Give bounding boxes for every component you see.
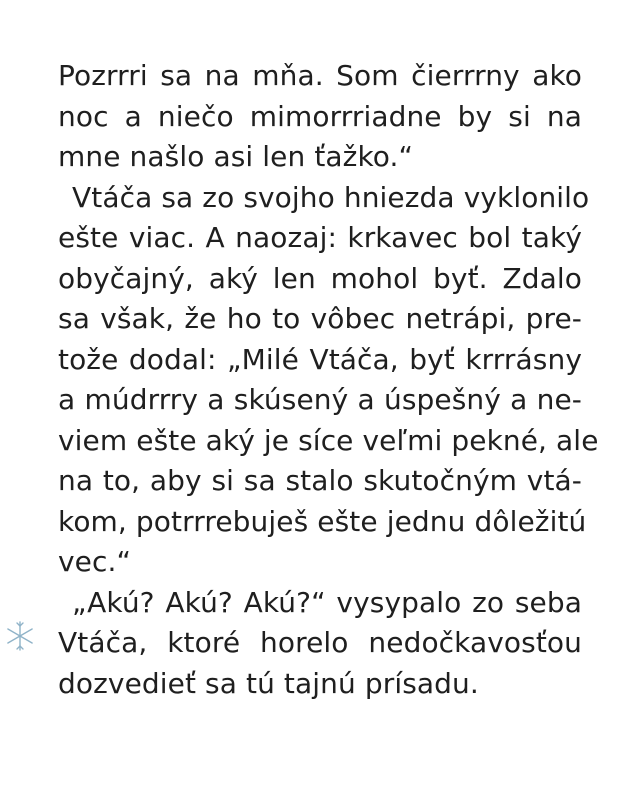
text-line: sa však, že ho to vôbec netrápi, pre- [58,302,582,335]
text-line: a múdrrry a skúsený a úspešný a ne- [58,383,582,416]
snowflake-icon [4,620,36,652]
body-text [58,56,599,704]
text-line: Vtáča, ktoré horelo nedočkavosťou [58,626,582,659]
text-line: na to, aby si sa stalo skutočným vtá- [58,464,582,497]
text-line: vec.“ [58,545,132,578]
text-line: dozvedieť sa tú tajnú prísadu. [58,666,479,700]
text-line: Vtáča sa zo svojho hniezda vyklonilo [72,180,590,214]
text-line: kom, potrrrebuješ ešte jednu dôležitú [58,504,587,538]
text-line: viem ešte aký je síce veľmi pekné, ale [58,423,599,457]
text-line: tože dodal: „Milé Vtáča, byť krrrásny [58,342,582,376]
text-line: noc a niečo mimorrriadne by si na [58,99,582,133]
text-line: Pozrrri sa na mňa. Som čierrrny ako [58,59,582,92]
text-line: „Akú? Akú? Akú?“ vysypalo zo seba [72,585,582,619]
text-line: ešte viac. A naozaj: krkavec bol taký [58,221,582,254]
text-line: mne našlo asi len ťažko.“ [58,140,414,173]
text-line: obyčajný, aký len mohol byť. Zdalo [58,261,582,295]
